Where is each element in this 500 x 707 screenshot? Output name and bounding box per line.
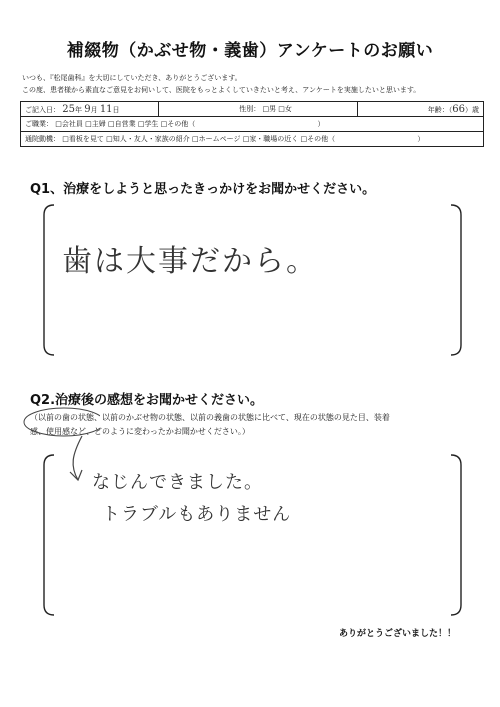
date-label: ご記入日： <box>25 105 60 114</box>
date-cell <box>21 102 159 117</box>
handwritten-arrow-icon <box>20 400 100 485</box>
gender-cell <box>159 102 358 117</box>
visit-option[interactable]: □ホームページ <box>191 135 241 143</box>
intro-line-1: いつも、『松尾歯科』を大切にしていただき、ありがとうございます。 <box>22 74 242 82</box>
q2-instructions-line-2: 感、使用感など、どのように変わったかお聞かせください。） <box>30 427 250 436</box>
age-unit: 歳 <box>472 105 479 114</box>
occupation-close-paren: ） <box>317 120 325 128</box>
respondent-info-table <box>20 101 484 147</box>
date-month[interactable]: 9 <box>84 103 91 115</box>
visit-option[interactable]: □看板を見て <box>62 135 104 143</box>
visit-close-paren: ） <box>417 135 425 143</box>
visit-reason-row <box>21 132 484 147</box>
month-unit: 月 <box>90 105 98 114</box>
date-year[interactable]: 25 <box>62 103 75 115</box>
visit-option[interactable]: □家・職場の近く <box>242 135 299 143</box>
q2-answer-line-2[interactable]: トラブルもありません <box>102 504 292 525</box>
gender-female-checkbox[interactable]: □ <box>278 105 285 113</box>
occupation-option[interactable]: □自営業 <box>107 120 136 128</box>
day-unit: 日 <box>112 105 120 114</box>
q2-answer-line-1[interactable]: なじんできました。 <box>92 472 263 493</box>
intro-line-2: この度、患者様から素直なご意見をお伺いして、医院をもっとよくしていきたいと考え、アンケートを実施したいと思います。 <box>22 86 421 94</box>
age-cell: 年齢：（66）歳 <box>357 102 483 117</box>
closing-thanks: ありがとうございました！！ <box>338 629 456 639</box>
q1-answer-text[interactable]: 歯は大事だから。 <box>62 244 318 279</box>
gender-female-label: 女 <box>284 105 292 113</box>
visit-option[interactable]: □知人・友人・家族の紹介 <box>106 135 190 143</box>
age-label: 年齢： <box>427 105 449 114</box>
occupation-option[interactable]: □会社員 <box>55 120 83 128</box>
gender-label: 性別： <box>239 105 261 113</box>
occupation-option[interactable]: □主婦 <box>85 120 106 128</box>
gender-male-checkbox[interactable]: □ <box>262 105 270 113</box>
occupation-option[interactable]: □その他（ <box>160 120 196 128</box>
gender-male-label: 男 <box>269 105 277 113</box>
age-value[interactable]: 66 <box>452 103 465 115</box>
visit-label: 通院動機： <box>25 135 60 143</box>
visit-option[interactable]: □その他（ <box>300 135 336 143</box>
q2-label: Q2.治療後の感想をお聞かせください。 <box>30 393 264 408</box>
occupation-row <box>21 117 484 132</box>
page-title: 補綴物（かぶせ物・義歯）アンケートのお願い <box>66 41 434 61</box>
q2-instructions-line-1: （以前の歯の状態、以前のかぶせ物の状態、以前の義歯の状態に比べて、現在の状態の見た目、装着 <box>30 413 390 422</box>
occupation-label: ご職業： <box>25 120 53 128</box>
year-unit: 年 <box>74 105 82 114</box>
q1-label: Q1、治療をしようと思ったきっかけをお聞かせください。 <box>30 182 376 197</box>
occupation-option[interactable]: □学生 <box>137 120 159 128</box>
q1-answer-brackets <box>40 200 465 360</box>
date-day[interactable]: 11 <box>99 103 113 115</box>
